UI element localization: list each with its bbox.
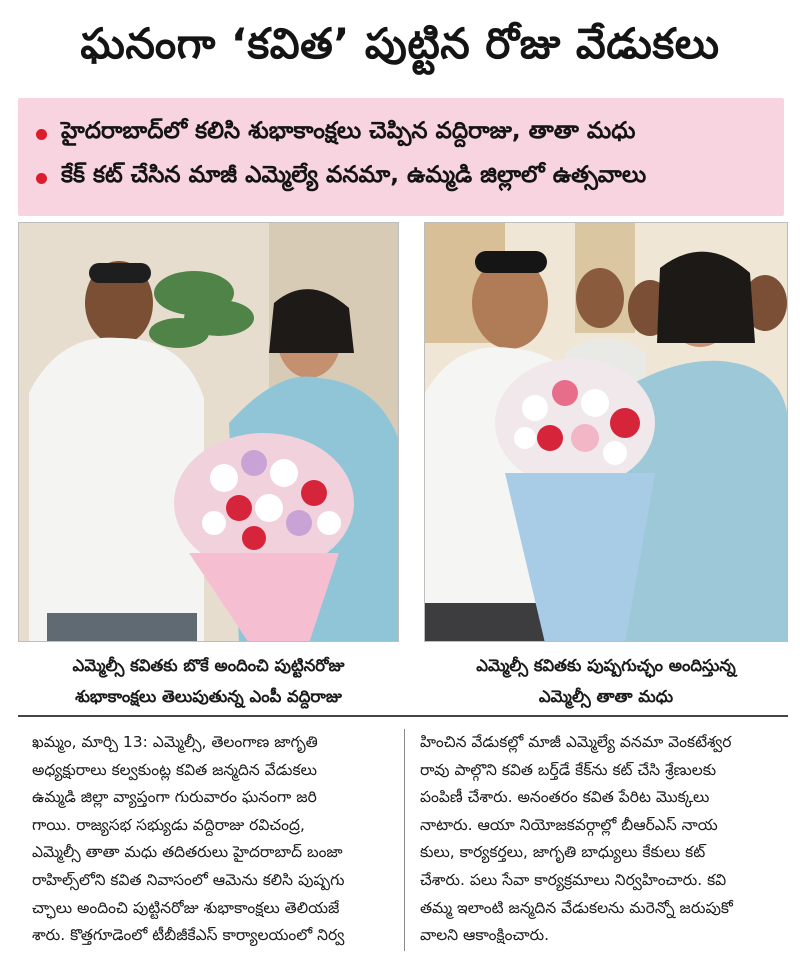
headline: ఘనంగా ‘కవిత’ పుట్టిన రోజు వేడుకలు [80,19,720,68]
photo-illustration-right [425,223,788,642]
photo-tatamadhu-kavitha [424,222,788,642]
body-line: నాటారు. ఆయా నియోజకవర్గాల్లో బీఆర్ఎస్ నాయ [420,815,718,834]
bullet-icon [36,129,47,140]
body-line: చేశారు. పలు సేవా కార్యక్రమాలు నిర్వహించారు. కవి [420,870,727,889]
article-body-left [32,729,388,950]
body-line: రావు పాల్గొని కవిత బర్త్‌డే కేక్‌ను కట్ చేసి శ్రేణులకు [420,760,717,779]
caption-line: శుభాకాంక్షలు తెలుపుతున్న ఎంపీ వద్దిరాజు [75,687,342,706]
body-line: వాలని ఆకాంక్షించారు. [420,926,550,945]
body-line: కులు, కార్యకర్తలు, జాగృతి బాధ్యులు కేకులు కట్ [420,843,706,862]
subhead-item [36,156,766,200]
photo-illustration-left [19,223,399,642]
subhead-text: కేక్ కట్ చేసిన మాజీ ఎమ్మెల్యే వనమా, ఉమ్మడి జిల్లాలో ఉత్సవాలు [61,162,647,188]
subhead-box [18,98,784,216]
photo-caption-right [424,650,788,712]
body-line: ఖమ్మం, మార్చి 13: ఎమ్మెల్సీ, తెలంగాణ జాగృతి [32,733,318,751]
body-line: పంపిణీ చేశారు. అనంతరం కవిత పేరిట మొక్కలు [420,788,710,807]
body-line: రాహిల్స్‌లోని కవిత నివాసంలో ఆమెను కలిసి పుష్పగు [32,870,345,889]
body-line: తమ్మ ఇలాంటి జన్మదిన వేడుకలను మరెన్నో జరుపుకో [420,898,733,917]
subhead-text: హైదరాబాద్‌లో కలిసి శుభాకాంక్షలు చెప్పిన వద్దిరాజు, తాతా మధు [61,118,636,144]
body-line: ఎమ్మెల్సీ తాతా మధు తదితరులు హైదరాబాద్ బంజా [32,843,343,862]
caption-line: ఎమ్మెల్సీ తాతా మధు [538,687,674,706]
section-divider [18,715,788,717]
caption-line: ఎమ్మెల్సీ కవితకు బొకే అందించి పుట్టినరోజు [72,656,345,675]
body-line: గాయి. రాజ్యసభ సభ్యుడు వద్దిరాజు రవిచంద్ర, [32,815,305,834]
body-line: హించిన వేడుకల్లో మాజీ ఎమ్మెల్యే వనమా వెంకటేశ్వర [420,733,732,751]
body-line: ఉమ్మడి జిల్లా వ్యాప్తంగా గురువారం ఘనంగా జరి [32,788,317,807]
body-line: అధ్యక్షురాలు కల్వకుంట్ల కవిత జన్మదిన వేడుకలు [32,760,317,779]
subhead-item [36,112,766,156]
caption-line: ఎమ్మెల్సీ కవితకు పుష్పగుచ్ఛం అందిస్తున్న [476,656,736,675]
article-body-right [420,729,786,950]
body-line: చ్ఛాలు అందించి పుట్టినరోజు శుభాకాంక్షలు తెలియజే [32,898,340,917]
photo-vaddiraju-kavitha [18,222,399,642]
column-divider [404,729,405,951]
photo-caption-left [18,650,399,712]
bullet-icon [36,173,47,184]
body-line: శారు. కొత్తగూడెంలో టీబీజీకేఎస్ కార్యాలయంలో నిర్వ [32,926,345,945]
